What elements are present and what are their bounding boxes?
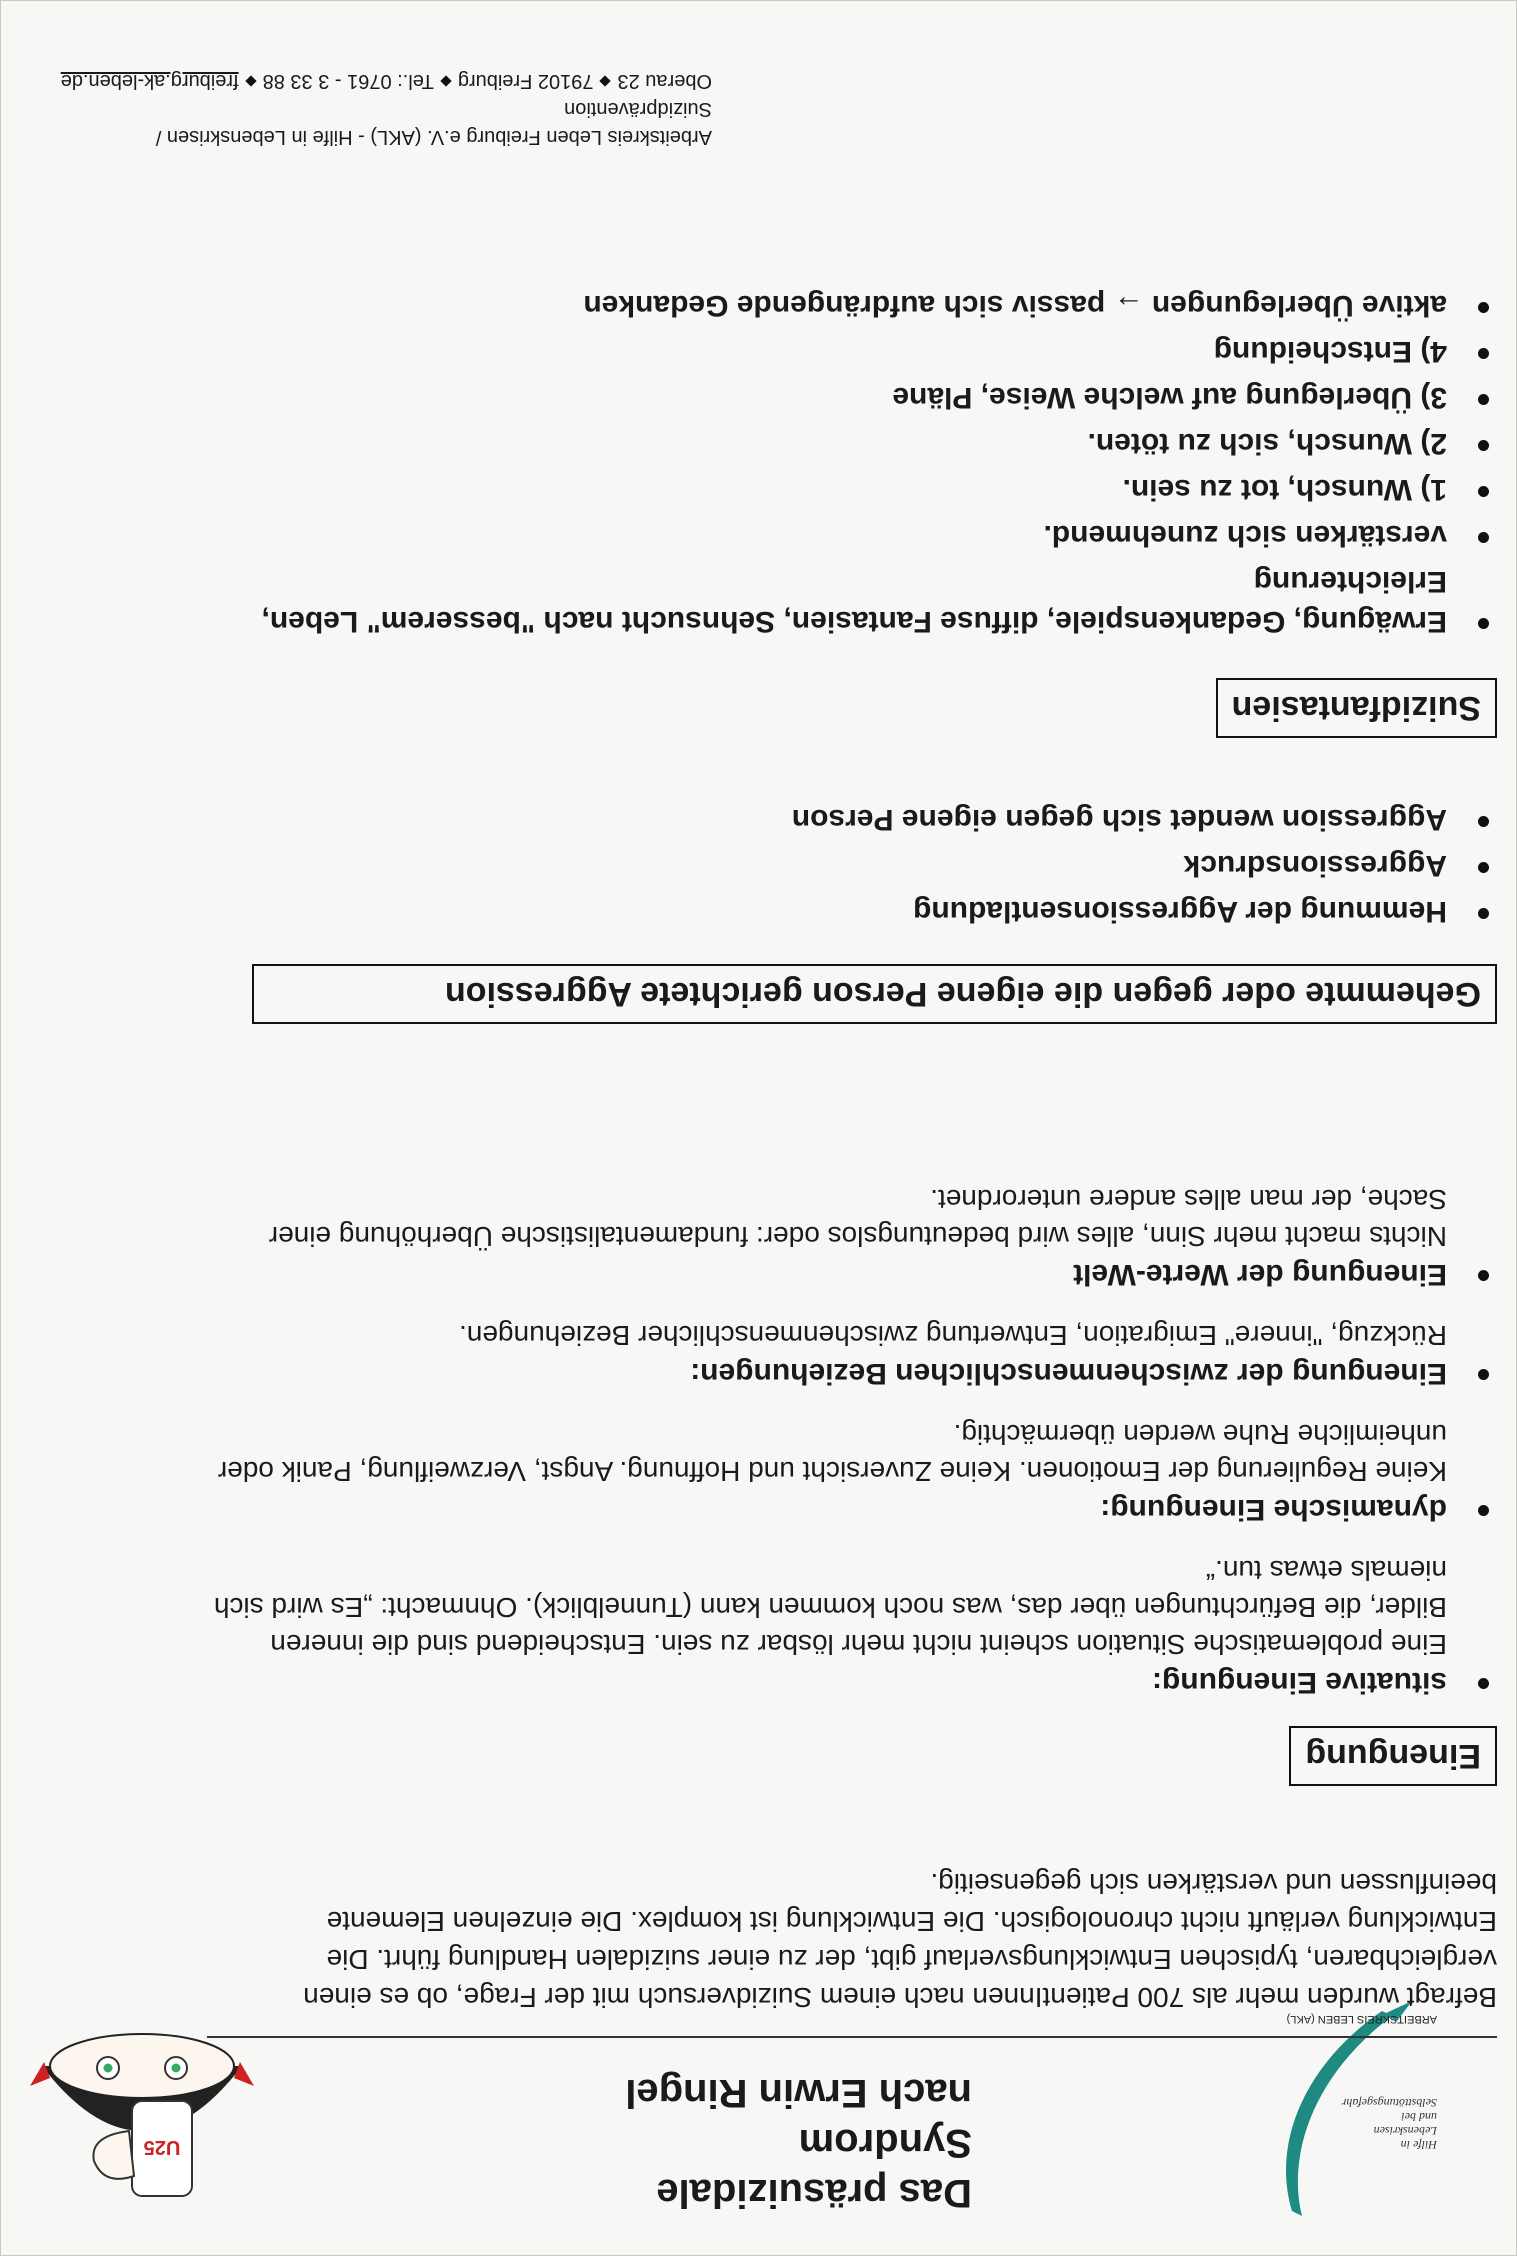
bullet-icon <box>1478 1369 1489 1380</box>
footer-contact <box>12 67 712 95</box>
list-item <box>197 331 1497 371</box>
bullet-icon <box>1478 1678 1489 1689</box>
footer-phone: Tel.: 0761 - 3 33 88 <box>262 70 434 92</box>
item-text: Erwägung, Gedankenspiele, diffuse Fantasien, Sehnsucht nach "besserem" Leben, Erleichterung <box>261 565 1447 638</box>
bullet-icon <box>1478 348 1489 359</box>
item-text: 3) Überlegung auf welche Weise, Pläne <box>892 381 1447 414</box>
list-item <box>197 423 1497 463</box>
logo-text-1: Hilfe in <box>1400 2138 1437 2152</box>
separator-icon <box>600 75 611 86</box>
item-text: Aggression wendet sich gegen eigene Person <box>791 803 1447 836</box>
footer-website: freiburg.ak-leben.de <box>60 70 239 92</box>
list-item <box>197 1416 1497 1528</box>
item-title: Einengung der Werte-Welt <box>1073 1258 1447 1291</box>
logo-text-4: Selbsttötungsgefahr <box>1341 2096 1437 2110</box>
mascot-face <box>50 2034 234 2098</box>
bullet-icon <box>1478 532 1489 543</box>
bullet-icon <box>1478 1505 1489 1516</box>
separator-icon <box>245 75 256 86</box>
list-item <box>197 799 1497 839</box>
bullet-icon <box>1478 618 1489 629</box>
list-item <box>197 1317 1497 1392</box>
title-line-2: nach Erwin Ringel <box>625 2071 972 2115</box>
item-text: verstärken sich zunehmend. <box>1043 519 1447 552</box>
bullet-icon <box>1478 394 1489 405</box>
mascot-bow-left <box>234 2062 254 2086</box>
list-item <box>197 891 1497 931</box>
item-text: Eine problematische Situation scheint nicht mehr lösbar zu sein. Entscheidend sind die inneren Bilder, die Befürchtungen über das, was noch kommen kann (Tunnelblick). Ohnmacht: „Es wird sich niemals etwas tun.“ <box>213 1555 1447 1660</box>
item-title: Einengung der zwischenmenschlichen Beziehungen: <box>690 1357 1447 1390</box>
item-text: 4) Entscheidung <box>1213 335 1447 368</box>
item-text: Rückzug, "innere" Emigration, Entwertung zwischenmenschlicher Beziehungen. <box>459 1320 1447 1351</box>
bullet-icon <box>1478 440 1489 451</box>
bullet-icon <box>1478 862 1489 873</box>
item-text: 1) Wunsch, tot zu sein. <box>1122 473 1447 506</box>
separator-icon <box>440 75 451 86</box>
bullet-icon <box>1478 486 1489 497</box>
mascot-bow-right <box>30 2062 50 2086</box>
item-text: Nichts macht mehr Sinn, alles wird bedeutungslos oder: fundamentalistische Überhöhung einer Sache, der man alles andere unterordnet. <box>268 1184 1447 1252</box>
bullet-icon <box>1478 908 1489 919</box>
akl-logo <box>1252 1986 1452 2226</box>
item-text: Aggressionsdruck <box>1183 849 1447 882</box>
mascot-hand <box>93 2131 134 2179</box>
item-text: 2) Wunsch, sich zu töten. <box>1087 427 1447 460</box>
mascot-pupil-right <box>104 2064 113 2073</box>
logo-swoosh <box>1286 2011 1392 2216</box>
list-item <box>197 1552 1497 1701</box>
heading-einengung: Einengung <box>1289 1726 1497 1786</box>
list-item <box>197 845 1497 885</box>
intro-paragraph: Befragt wurden mehr als 700 PatientInnen nach einem Suizidversuch mit der Frage, ob es einen vergleichbaren, typischen Entwicklungsverlauf gibt, der zu einer suizidalen Handlung führt. Die Entwicklung verläuft nicht chronologisch. Die Entwicklung ist komplex. Die einzelnen Elemente beeinflussen und verstärken sich gegenseitig. <box>303 1868 1497 2013</box>
list-item <box>197 1181 1497 1293</box>
item-text: Hemmung der Aggressionsentladung <box>913 895 1447 928</box>
bullet-icon <box>1478 816 1489 827</box>
list-item <box>197 561 1497 641</box>
item-text: Keine Regulierung der Emotionen. Keine Zuversicht und Hoffnung. Angst, Verzweiflung, Panik oder unheimliche Ruhe werden übermächtig. <box>217 1419 1447 1487</box>
logo-text-2: Lebenskrisen <box>1373 2124 1437 2138</box>
bullet-icon <box>1478 1270 1489 1281</box>
item-title: dynamische Einengung: <box>1100 1493 1447 1526</box>
footer-organization: Arbeitskreis Leben Freiburg e.V. (AKL) - Hilfe in Lebenskrisen / Suizidprävention <box>155 98 712 148</box>
aggression-list <box>197 793 1497 931</box>
einengung-list <box>197 1157 1497 1701</box>
logo-org-name: ARBEITSKREIS LEBEN (AKL) <box>1286 2013 1437 2025</box>
footer-address: Oberau 23 <box>617 70 712 92</box>
mascot-badge: U25 <box>143 2136 181 2158</box>
list-item <box>197 515 1497 555</box>
list-item <box>197 285 1497 325</box>
heading-aggression: Gehemmte oder gegen die eigene Person gerichtete Aggression <box>252 964 1497 1024</box>
list-item <box>197 377 1497 417</box>
mascot-pupil-left <box>172 2064 181 2073</box>
page-title <box>532 2068 972 2218</box>
heading-suizidfantasien: Suizidfantasien <box>1216 678 1497 738</box>
item-title: situative Einengung: <box>1151 1666 1447 1699</box>
suizidfantasien-list <box>197 279 1497 641</box>
item-text: aktive Überlegungen → passiv sich aufdrängende Gedanken <box>583 289 1447 322</box>
list-item <box>197 469 1497 509</box>
footer <box>12 67 712 151</box>
u25-mascot <box>22 1986 262 2236</box>
footer-city: 79102 Freiburg <box>457 70 594 92</box>
title-line-1: Das präsuizidale Syndrom <box>656 2121 972 2215</box>
header-divider <box>207 2036 1497 2038</box>
bullet-icon <box>1478 302 1489 313</box>
logo-text-3: und bei <box>1401 2110 1437 2124</box>
